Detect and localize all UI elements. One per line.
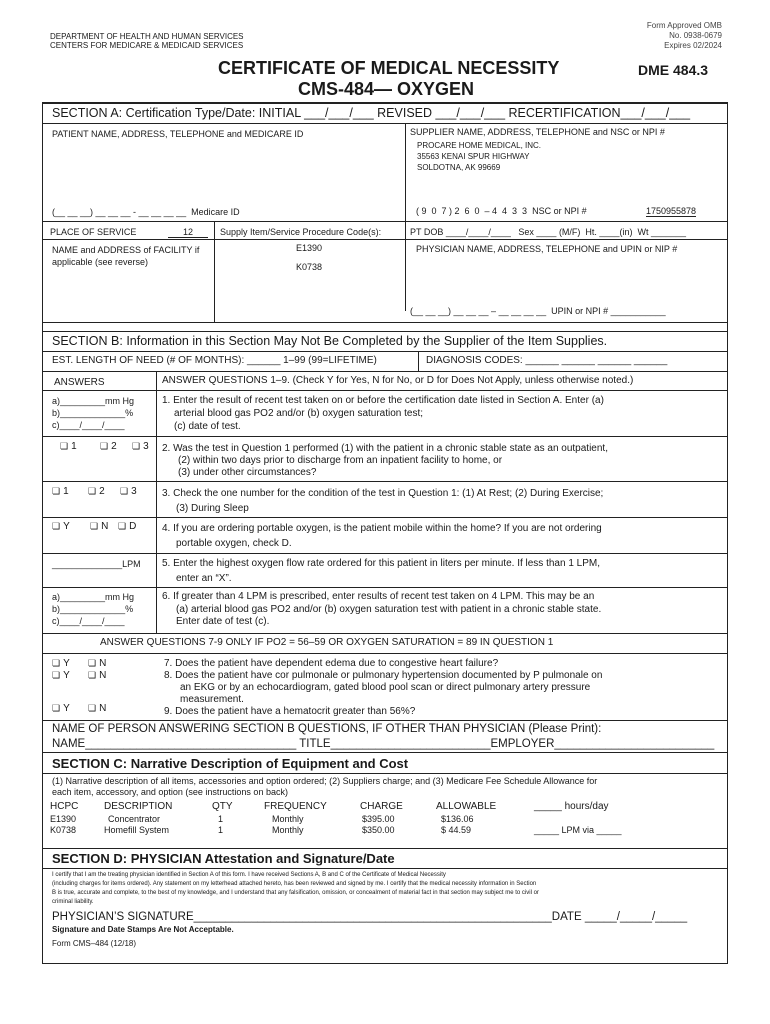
row2-hcpc: K0738 <box>50 825 77 835</box>
form-number: Form CMS–484 (12/18) <box>52 939 137 948</box>
row2-description: Homefill System <box>104 825 170 835</box>
procedure-code-1: E1390 <box>296 243 323 253</box>
row2-frequency: Monthly <box>272 825 304 835</box>
q9-checkbox-y[interactable]: ❏ Y <box>52 703 70 714</box>
q8-checkbox-n[interactable]: ❏ N <box>88 670 106 681</box>
row1-allowable: $136.06 <box>441 814 474 824</box>
q3-checkbox-3[interactable]: ❏ 3 <box>120 486 137 497</box>
q2-checkbox-3[interactable]: ❏ 3 <box>132 441 149 452</box>
q6-text-1: 6. If greater than 4 LPM is prescribed, enter results of recent test taken on 4 LPM. This may be an <box>162 591 595 602</box>
q6-answer-c[interactable]: c)____/____/____ <box>52 616 125 626</box>
q8-checkbox-y[interactable]: ❏ Y <box>52 670 70 681</box>
supplier-npi: 1750955878 <box>646 206 697 216</box>
q1-text-2: arterial blood gas PO2 and/or (b) oxygen saturation test; <box>174 408 424 419</box>
stamp-notice: Signature and Date Stamps Are Not Acceptable. <box>52 925 234 934</box>
q8-text-1: 8. Does the patient have cor pulmonale or pulmonary hypertension documented by P pulmonale on <box>164 670 603 681</box>
row1-hcpc: E1390 <box>50 814 77 824</box>
section-d-title: SECTION D: PHYSICIAN Attestation and Signature/Date <box>52 851 395 866</box>
supplier-address-2: SOLDOTNA, AK 99669 <box>417 163 501 172</box>
patient-dob-field[interactable]: PT DOB ____/____/____ Sex ____ (M/F) Ht. ____(in) Wt _______ <box>410 227 686 237</box>
patient-label: PATIENT NAME, ADDRESS, TELEPHONE and MEDICARE ID <box>52 129 304 139</box>
form-subtitle: CMS-484— OXYGEN <box>298 79 475 99</box>
facility-label: NAME and ADDRESS of FACILITY if applicable (see reverse) <box>52 245 200 267</box>
q5-text-1: 5. Enter the highest oxygen flow rate ordered for this patient in liters per minute. If less than 1 LPM, <box>162 558 601 569</box>
col-hcpc: HCPC <box>50 801 79 812</box>
answer-instructions: ANSWER QUESTIONS 1–9. (Check Y for Yes, N for No, or D for Does Not Apply, unless otherwise noted.) <box>162 375 634 386</box>
supply-code-label: Supply Item/Service Procedure Code(s): <box>220 227 382 237</box>
attestation-line-3: B is true, accurate and complete, to the best of my knowledge, and I understand that any falsification, omission, or concealment of material fact in that section may subject me to civil or <box>52 890 539 896</box>
omb-approved: Form Approved OMB <box>646 21 722 30</box>
col-description: DESCRIPTION <box>104 801 173 812</box>
attestation-line-2: (including charges for items ordered). Any statement on my letterhead attached hereto, has been reviewed and signed by me. I certify that the medical necessity information in Section <box>52 881 537 887</box>
patient-phone-field[interactable]: (__ __ __) __ __ __ - __ __ __ __ Medicare ID <box>52 207 240 217</box>
q2-checkbox-2[interactable]: ❏ 2 <box>100 441 117 452</box>
q9-checkbox-n[interactable]: ❏ N <box>88 703 106 714</box>
q7-checkbox-n[interactable]: ❏ N <box>88 658 106 669</box>
section-c-title: SECTION C: Narrative Description of Equipment and Cost <box>52 756 409 771</box>
q7-text: 7. Does the patient have dependent edema due to congestive heart failure? <box>164 658 499 669</box>
q6-answer-b[interactable]: b)_____________% <box>52 604 134 614</box>
q7-9-heading: ANSWER QUESTIONS 7-9 ONLY IF PO2 = 56–59 OR OXYGEN SATURATION = 89 IN QUESTION 1 <box>100 637 554 648</box>
row1-qty: 1 <box>218 814 224 824</box>
row1-charge: $395.00 <box>362 814 395 824</box>
q8-text-3: measurement. <box>180 694 244 705</box>
col-frequency: FREQUENCY <box>264 801 327 812</box>
supplier-name: PROCARE HOME MEDICAL, INC. <box>417 141 542 150</box>
place-of-service-label: PLACE OF SERVICE <box>50 227 137 237</box>
name-title-employer-fields[interactable]: NAME_________________________________ TITLE_________________________EMPLOYER_________________________ <box>52 738 715 750</box>
section-c-instruction-2: each item, accessory, and option (see instructions on back) <box>52 787 288 797</box>
q1-text-1: 1. Enter the result of recent test taken on or before the certification date listed in Section A. Enter (a) <box>162 395 604 406</box>
attestation-line-4: criminal liability. <box>52 899 94 905</box>
physician-phone-field[interactable]: (__ __ __) __ __ __ – __ __ __ __ UPIN or NPI # ___________ <box>410 306 666 316</box>
q3-text-2: (3) During Sleep <box>176 503 249 514</box>
supplier-address-1: 35563 KENAI SPUR HIGHWAY <box>417 152 530 161</box>
q5-flow-rate-field[interactable]: ______________LPM <box>52 559 141 569</box>
procedure-code-2: K0738 <box>296 262 323 272</box>
q7-checkbox-y[interactable]: ❏ Y <box>52 658 70 669</box>
person-answering-label: NAME OF PERSON ANSWERING SECTION B QUESTIONS, IF OTHER THAN PHYSICIAN (Please Print): <box>52 723 602 735</box>
place-of-service-value[interactable]: 12 <box>168 227 208 238</box>
supplier-phone: ( 9 0 7 ) 2 6 0 – 4 4 3 3 NSC or NPI # <box>416 206 587 216</box>
department-name: DEPARTMENT OF HEALTH AND HUMAN SERVICES <box>50 32 244 41</box>
row2-qty: 1 <box>218 825 224 835</box>
diagnosis-codes-field[interactable]: DIAGNOSIS CODES: ______ ______ ______ ______ <box>426 355 668 366</box>
q2-text-1: 2. Was the test in Question 1 performed (1) with the patient in a chronic stable state as an outpatient, <box>162 443 608 454</box>
row1-description: Concentrator <box>108 814 161 824</box>
q4-checkbox-n[interactable]: ❏ N <box>90 521 108 532</box>
q4-text-2: portable oxygen, check D. <box>176 538 292 549</box>
lpm-via-field[interactable]: _____ LPM via _____ <box>534 825 622 835</box>
physician-signature-field[interactable]: PHYSICIAN’S SIGNATURE________________________________________________________DATE _____/_____/_____ <box>52 911 688 923</box>
q2-text-3: (3) under other circumstances? <box>178 467 317 478</box>
col-qty: QTY <box>212 801 233 812</box>
q4-checkbox-y[interactable]: ❏ Y <box>52 521 70 532</box>
row2-charge: $350.00 <box>362 825 395 835</box>
q1-answer-b[interactable]: b)_____________% <box>52 408 134 418</box>
col-allowable: ALLOWABLE <box>436 801 497 812</box>
q6-text-3: Enter date of test (c). <box>176 616 270 627</box>
col-charge: CHARGE <box>360 801 403 812</box>
q8-text-2: an EKG or by an echocardiogram, gated blood pool scan or direct pulmonary artery pressure <box>180 682 591 693</box>
answers-header: ANSWERS <box>54 377 105 388</box>
dme-code: DME 484.3 <box>638 62 709 78</box>
row2-allowable: $ 44.59 <box>441 825 472 835</box>
section-a-title: SECTION A: Certification Type/Date: INITIAL ___/___/___ REVISED ___/___/___ RECERTIFICATION___/___/___ <box>52 106 691 120</box>
hours-per-day-field[interactable]: _____ hours/day <box>534 801 609 812</box>
q6-text-2: (a) arterial blood gas PO2 and/or (b) oxygen saturation test with patient in a chronic stable state. <box>176 604 602 615</box>
attestation-line-1: I certify that I am the treating physician identified in Section A of this form. I have received Sections A, B and C of the Certificate of Medical Necessity <box>52 872 446 878</box>
q3-checkbox-1[interactable]: ❏ 1 <box>52 486 69 497</box>
section-b-title: SECTION B: Information in this Section May Not Be Completed by the Supplier of the Item Supplies. <box>52 334 608 348</box>
physician-label: PHYSICIAN NAME, ADDRESS, TELEPHONE and UPIN or NIP # <box>416 244 678 254</box>
q1-answer-a[interactable]: a)_________mm Hg <box>52 396 135 406</box>
q6-answer-a[interactable]: a)_________mm Hg <box>52 592 135 602</box>
q2-checkbox-1[interactable]: ❏ 1 <box>60 441 77 452</box>
supplier-label: SUPPLIER NAME, ADDRESS, TELEPHONE and NSC or NPI # <box>410 127 665 137</box>
q1-answer-c[interactable]: c)____/____/____ <box>52 420 125 430</box>
q9-text: 9. Does the patient have a hematocrit greater than 56%? <box>164 706 416 717</box>
q3-text-1: 3. Check the one number for the condition of the test in Question 1: (1) At Rest; (2) During Exercise; <box>162 488 604 499</box>
q4-checkbox-d[interactable]: ❏ D <box>118 521 136 532</box>
q1-text-3: (c) date of test. <box>174 421 241 432</box>
omb-expiry: Expires 02/2024 <box>664 41 722 50</box>
q4-text-1: 4. If you are ordering portable oxygen, is the patient mobile within the home? If you are not ordering <box>162 523 602 534</box>
row1-frequency: Monthly <box>272 814 304 824</box>
omb-number: No. 0938-0679 <box>669 31 722 40</box>
form-title: CERTIFICATE OF MEDICAL NECESSITY <box>218 58 560 78</box>
q2-text-2: (2) within two days prior to discharge from an inpatient facility to home, or <box>178 455 503 466</box>
q3-checkbox-2[interactable]: ❏ 2 <box>88 486 105 497</box>
section-c-instruction-1: (1) Narrative description of all items, accessories and option ordered; (2) Suppliers charge; and (3) Medicare Fee Schedule Allowance for <box>52 776 598 786</box>
length-of-need-field[interactable]: EST. LENGTH OF NEED (# OF MONTHS): ______ 1–99 (99=LIFETIME) <box>52 355 377 366</box>
q5-text-2: enter an “X”. <box>176 573 232 584</box>
center-name: CENTERS FOR MEDICARE & MEDICAID SERVICES <box>50 41 244 50</box>
